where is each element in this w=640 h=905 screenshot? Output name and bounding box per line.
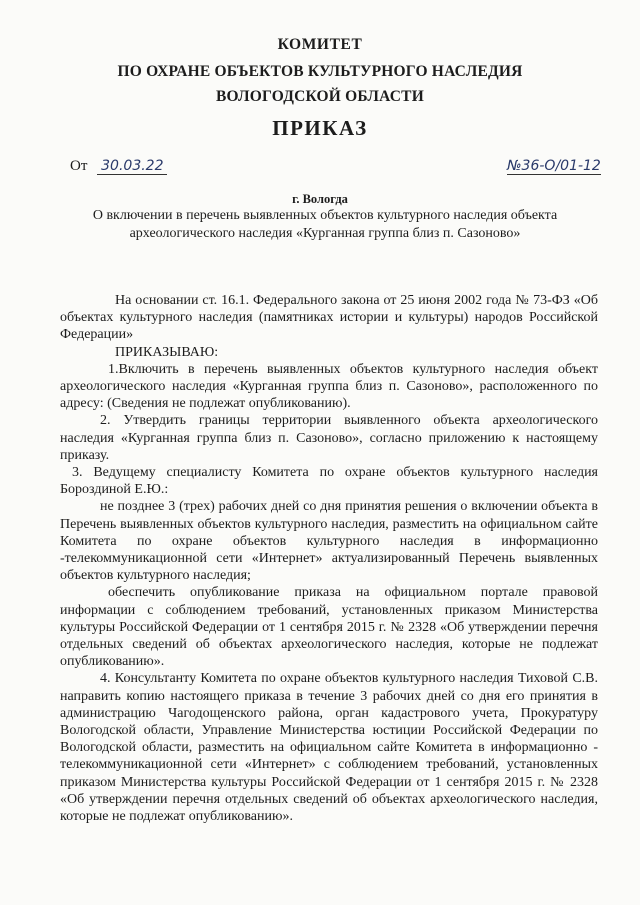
- order-subject: О включении в перечень выявленных объектов культурного наследия объекта археологического наследия «Курганная группа близ п. Сазоново»: [92, 208, 558, 241]
- paragraph-basis: На основании ст. 16.1. Федерального закона от 25 июня 2002 года № 73-ФЗ «Об объектах культурного наследия (памятниках истории и культуры) народов Российской Федерации»: [60, 293, 598, 343]
- date-prefix: От: [70, 158, 88, 174]
- date-handwritten: 30.03.22: [97, 158, 167, 175]
- paragraph-item-3: 3. Ведущему специалисту Комитета по охране объектов культурного наследия Бороздиной Е.Ю.:: [60, 465, 598, 498]
- city: г. Вологда: [292, 192, 348, 206]
- order-body: [60, 292, 598, 825]
- paragraph-item-2: 2. Утвердить границы территории выявленного объекта археологического наследия «Курганная группа близ п. Сазоново», согласно приложению к настоящему приказу.: [60, 413, 598, 463]
- paragraph-item-3-b: обеспечить опубликование приказа на официальном портале правовой информации с соблюдением требований, установленных приказом Министерства культуры Российской Федерации от 1 сентября 2015 г. № 2328 «Об утверждении перечня отдельных сведений об объектах археологического наследия, которые не подлежат опубликованию».: [60, 585, 598, 670]
- document-type: ПРИКАЗ: [272, 116, 368, 140]
- paragraph-item-3-a: не позднее 3 (трех) рабочих дней со дня принятия решения о включении объекта в Перечень выявленных объектов культурного наследия, разместить на официальном сайте Комитета по охране объектов культурного наследия в информационно -телекоммуникационной сети «Интернет» актуализированный Перечень выявленных объектов культурного наследия;: [60, 499, 598, 584]
- order-number: №36-О/01-12: [507, 158, 601, 174]
- paragraph-item-1: 1.Включить в перечень выявленных объектов культурного наследия объект археологического наследия «Курганная группа близ п. Сазоново», расположенного по адресу: (Сведения не подлежат опубликованию).: [60, 361, 598, 412]
- paragraph-item-4: 4. Консультанту Комитета по охране объектов культурного наследия Тиховой С.В. направить копию настоящего приказа в течение 3 рабочих дней со дня его принятия в администрацию Чагодощенского района, орган кадастрового учета, Прокуратуру Вологодской области, Управление Министерства юстиции Российской Федерации по Вологодской области, разместить на официальном сайте Комитета в информационно - телекоммуникационной сети «Интернет» с соблюдением требований, установленных приказом Министерства культуры Российской Федерации от 1 сентября 2015 г. № 2328 «Об утверждении перечня отдельных сведений об объектах археологического наследия, которые не подлежат опубликованию».: [60, 671, 598, 825]
- order-date: [70, 158, 167, 175]
- committee-title: КОМИТЕТ: [277, 36, 363, 53]
- committee-region: ВОЛОГОДСКОЙ ОБЛАСТИ: [216, 88, 424, 105]
- paragraph-order: ПРИКАЗЫВАЮ:: [115, 344, 219, 360]
- committee-subtitle: ПО ОХРАНЕ ОБЪЕКТОВ КУЛЬТУРНОГО НАСЛЕДИЯ: [117, 63, 523, 80]
